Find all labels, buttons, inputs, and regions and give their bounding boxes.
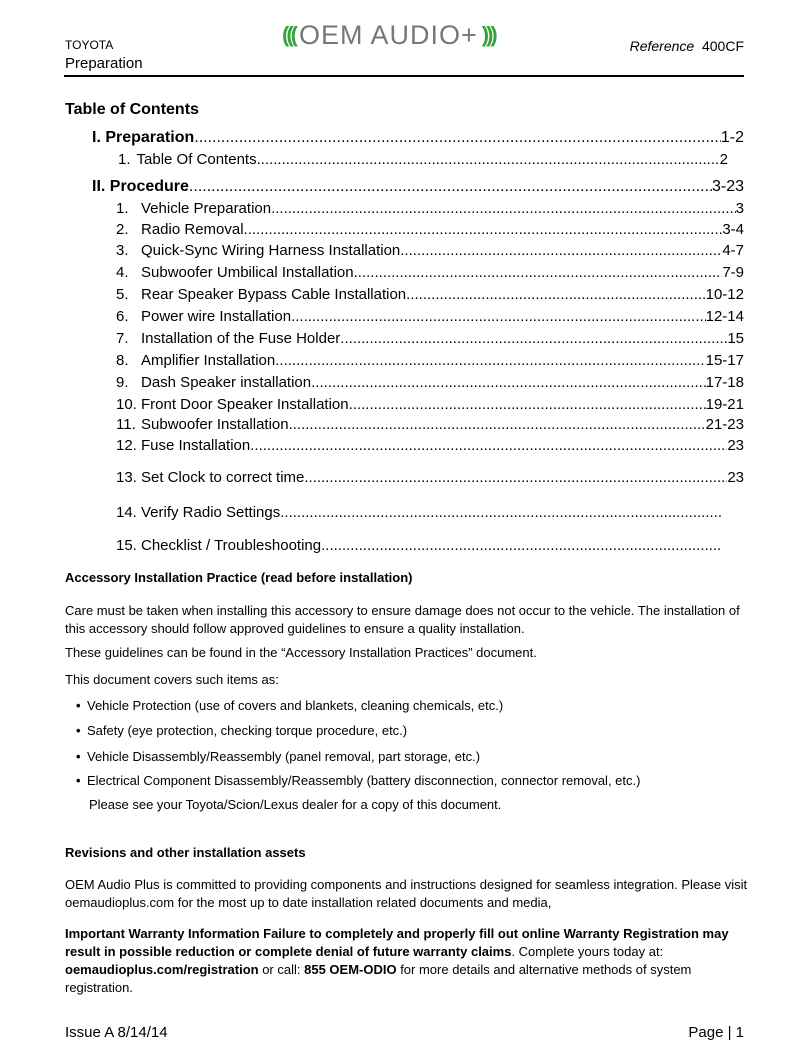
- toc-item-number: 1.: [116, 200, 129, 217]
- toc-leader: [340, 330, 727, 347]
- toc-item-number: 12.: [116, 437, 137, 454]
- toc-item[interactable]: [116, 221, 744, 238]
- reference-code: 400CF: [701, 38, 744, 54]
- toc-leader: [291, 308, 706, 325]
- toc-item-label: Rear Speaker Bypass Cable Installation: [141, 286, 407, 303]
- logo-text: OEM AUDIO+: [298, 19, 478, 50]
- toc-leader: [275, 352, 705, 369]
- toc-item-number: 15.: [116, 537, 137, 554]
- toc-item-number: 5.: [116, 286, 129, 303]
- toc-item[interactable]: [116, 469, 744, 486]
- toc-item-pages: 3-4: [722, 221, 744, 238]
- toc-item-number: 9.: [116, 374, 129, 391]
- oem-audio-logo: [282, 20, 495, 50]
- toc-section-pages: 1-2: [720, 129, 744, 146]
- bullet-text: Vehicle Protection (use of covers and blankets, cleaning chemicals, etc.): [87, 698, 504, 713]
- toc-item-number: 13.: [116, 469, 137, 486]
- toc-item-number: 7.: [116, 330, 129, 347]
- practice-bullet: [76, 723, 407, 738]
- toc-leader: [189, 178, 712, 196]
- footer-issue: Issue A 8/14/14: [65, 1024, 168, 1041]
- toc-item-label: Installation of the Fuse Holder: [141, 330, 341, 347]
- toc-item-number: 11.: [116, 416, 136, 433]
- bullet-text: Vehicle Disassembly/Reassembly (panel removal, part storage, etc.): [87, 749, 481, 764]
- toc-item-number: 10.: [116, 396, 137, 413]
- bullet-icon: •: [76, 749, 81, 764]
- toc-item-pages: 3: [735, 200, 744, 217]
- warranty-text: . Complete yours today at:: [511, 944, 664, 959]
- toc-leader: [194, 129, 721, 147]
- toc-item-pages: 17-18: [705, 374, 744, 391]
- toc-item-number: 8.: [116, 352, 129, 369]
- reference-label: Reference: [629, 38, 695, 54]
- toc-leader: [289, 416, 706, 433]
- warranty-text: for more details and alternative methods of system registration.: [65, 962, 692, 995]
- toc-title: Table of Contents: [65, 101, 199, 118]
- toc-item-pages: 2: [719, 151, 728, 168]
- header-divider: [64, 75, 744, 77]
- toc-item-label: Subwoofer Umbilical Installation: [141, 264, 354, 281]
- toc-item-pages: 23: [727, 437, 744, 454]
- bullet-text: Safety (eye protection, checking torque procedure, etc.): [87, 723, 408, 738]
- toc-leader: [406, 286, 705, 303]
- toc-section-preparation[interactable]: [92, 129, 744, 147]
- toc-item-pages: 4-7: [722, 242, 744, 259]
- toc-item[interactable]: [116, 286, 744, 303]
- toc-item-pages: 19-21: [705, 396, 744, 413]
- toc-leader: [271, 200, 736, 217]
- header-section: Preparation: [65, 55, 143, 72]
- dealer-note: Please see your Toyota/Scion/Lexus dealer for a copy of this document.: [89, 797, 502, 812]
- toc-section-label: I. Preparation: [92, 129, 195, 146]
- sound-waves-left-icon: (((: [282, 22, 295, 47]
- toc-leader: [400, 242, 722, 259]
- toc-item-number: 14.: [116, 504, 137, 521]
- toc-item[interactable]: [116, 330, 744, 347]
- warranty-url[interactable]: oemaudioplus.com/registration: [65, 962, 259, 977]
- warranty-paragraph: [65, 925, 755, 997]
- toc-item-label: Vehicle Preparation: [141, 200, 272, 217]
- toc-leader: [304, 469, 727, 486]
- toc-item[interactable]: [116, 416, 744, 433]
- header-reference: [630, 38, 744, 54]
- toc-item-label: Quick-Sync Wiring Harness Installation: [141, 242, 401, 259]
- warranty-text: or call:: [258, 962, 305, 977]
- toc-item-number: 4.: [116, 264, 129, 281]
- toc-item-number: 2.: [116, 221, 129, 238]
- bullet-icon: •: [76, 723, 81, 738]
- toc-item-label: Front Door Speaker Installation: [141, 396, 349, 413]
- sound-waves-right-icon: ))): [481, 22, 495, 47]
- warranty-warning: Important Warranty Information Failure to completely and properly fill out online Warranty Registration may result in possible reduction or complete denial of future warranty claims: [65, 926, 729, 959]
- toc-item-pages: 15-17: [705, 352, 744, 369]
- toc-item-pages: 7-9: [722, 264, 744, 281]
- toc-item[interactable]: [116, 242, 744, 259]
- toc-item-label: Fuse Installation: [141, 437, 251, 454]
- toc-item-label: Radio Removal: [141, 221, 244, 238]
- toc-leader: [280, 504, 721, 521]
- toc-leader: [257, 151, 720, 168]
- practice-bullet: [76, 749, 480, 764]
- bullet-text: Electrical Component Disassembly/Reassembly (battery disconnection, connector removal, etc.): [87, 773, 641, 788]
- toc-item-label: Power wire Installation: [141, 308, 292, 325]
- toc-item[interactable]: [116, 437, 744, 454]
- toc-leader: [354, 264, 723, 281]
- toc-item-pages: 21-23: [705, 416, 744, 433]
- toc-item[interactable]: [116, 200, 744, 217]
- footer-page: Page | 1: [688, 1024, 744, 1041]
- toc-leader: [349, 396, 706, 413]
- toc-item-label: Dash Speaker installation: [141, 374, 312, 391]
- toc-section-pages: 3-23: [711, 178, 744, 195]
- toc-item-pages: 10-12: [705, 286, 744, 303]
- practice-heading: Accessory Installation Practice (read before installation): [65, 570, 413, 585]
- revisions-heading: Revisions and other installation assets: [65, 845, 306, 860]
- toc-item-number: 3.: [116, 242, 129, 259]
- warranty-phone: 855 OEM-ODIO: [304, 962, 397, 977]
- toc-item[interactable]: [118, 151, 728, 168]
- practice-paragraph-2: These guidelines can be found in the “Accessory Installation Practices” document.: [65, 645, 537, 660]
- toc-item[interactable]: [116, 264, 744, 281]
- toc-item-pages: 15: [727, 330, 744, 347]
- toc-section-label: II. Procedure: [92, 178, 189, 195]
- header-make: TOYOTA: [65, 38, 114, 52]
- toc-item-label: Verify Radio Settings: [141, 504, 281, 521]
- toc-section-procedure[interactable]: [92, 178, 744, 196]
- toc-leader: [311, 374, 706, 391]
- toc-item-label: Amplifier Installation: [141, 352, 276, 369]
- practice-bullet: [76, 698, 503, 713]
- bullet-icon: •: [76, 773, 81, 788]
- practice-paragraph-1: Care must be taken when installing this accessory to ensure damage does not occur to the vehicle. The installation of this accessory should follow approved guidelines to ensure a quality installation.: [65, 603, 740, 636]
- toc-item[interactable]: [116, 308, 744, 325]
- toc-item[interactable]: [116, 396, 744, 413]
- toc-item[interactable]: [116, 374, 744, 391]
- toc-item[interactable]: [116, 537, 721, 554]
- practice-bullet: [76, 773, 640, 788]
- toc-item[interactable]: [116, 504, 721, 521]
- toc-leader: [321, 537, 721, 554]
- toc-item-label: Table Of Contents: [136, 151, 257, 168]
- toc-item-label: Set Clock to correct time: [141, 469, 305, 486]
- toc-item[interactable]: [116, 352, 744, 369]
- toc-item-label: Checklist / Troubleshooting: [141, 537, 322, 554]
- toc-leader: [244, 221, 723, 238]
- toc-item-label: Subwoofer Installation: [141, 416, 289, 433]
- bullet-icon: •: [76, 698, 81, 713]
- toc-item-pages: 12-14: [705, 308, 744, 325]
- revisions-paragraph: OEM Audio Plus is committed to providing components and instructions designed for seamless integration. Please visit oemaudioplus.com for the most up to date installation related documents and media,: [65, 877, 748, 910]
- practice-paragraph-3: This document covers such items as:: [65, 672, 279, 687]
- toc-item-pages: 23: [727, 469, 744, 486]
- toc-item-number: 1.: [118, 151, 131, 168]
- toc-item-number: 6.: [116, 308, 129, 325]
- toc-leader: [250, 437, 727, 454]
